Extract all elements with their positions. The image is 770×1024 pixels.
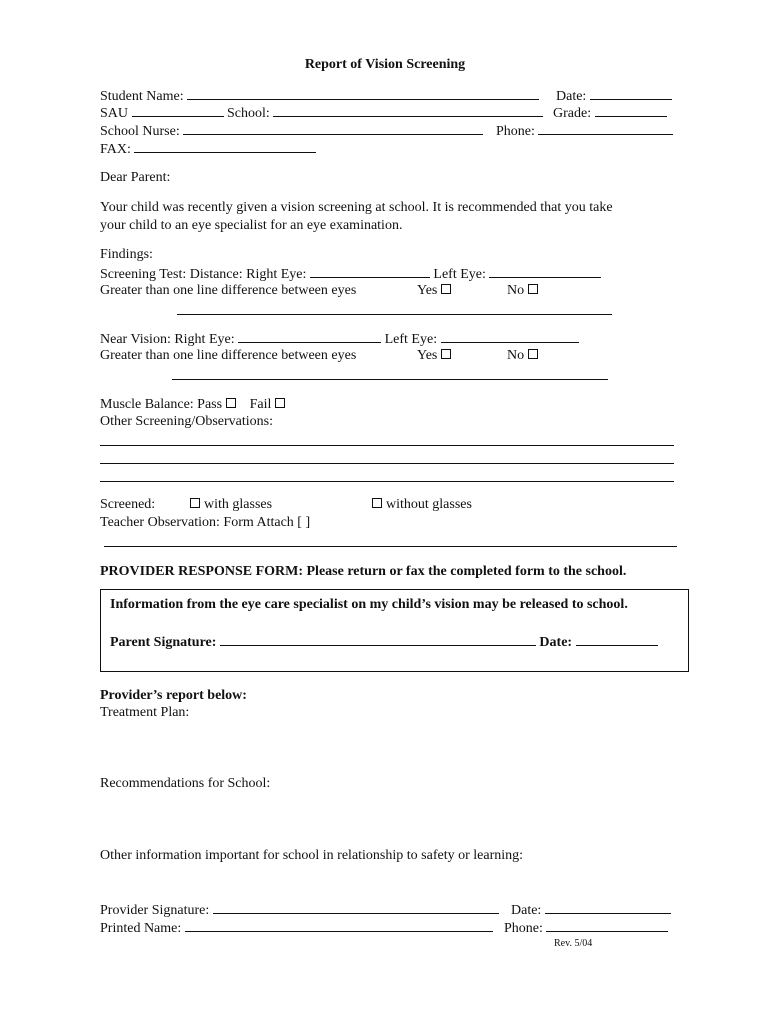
distance-no-checkbox[interactable] — [528, 284, 538, 294]
distance-no-option[interactable] — [507, 283, 538, 299]
distance-right-eye-label: Screening Test: Distance: Right Eye: — [100, 267, 307, 282]
provider-signature-label: Provider Signature: — [100, 903, 210, 918]
provider-response-heading: PROVIDER RESPONSE FORM: Please return or fax the completed form to the school. — [100, 564, 627, 579]
provider-date-row — [511, 901, 671, 919]
date-label: Date: — [556, 89, 587, 104]
distance-right-eye-field[interactable] — [310, 265, 430, 278]
fax-label: FAX: — [100, 142, 131, 157]
grade-field[interactable] — [595, 104, 667, 117]
findings-heading: Findings: — [100, 247, 153, 262]
distance-yes-label: Yes — [417, 283, 438, 298]
release-consent-text: Information from the eye care specialist on my child’s vision may be released to school. — [110, 597, 628, 612]
grade-row — [553, 104, 667, 122]
near-right-eye-field[interactable] — [238, 330, 381, 343]
recommendations-label: Recommendations for School: — [100, 776, 271, 791]
student-name-field[interactable] — [187, 87, 539, 100]
distance-no-label: No — [507, 283, 525, 298]
parent-signature-label: Parent Signature: — [110, 635, 217, 650]
school-nurse-row — [100, 122, 483, 140]
observations-line-3[interactable] — [100, 481, 674, 482]
near-left-eye-label: Left Eye: — [384, 332, 438, 347]
fax-field[interactable] — [134, 140, 316, 153]
near-vision-row — [100, 330, 579, 348]
sau-row — [100, 104, 543, 122]
distance-diff-label: Greater than one line difference between eyes — [100, 283, 357, 298]
observations-line-2[interactable] — [100, 463, 674, 464]
provider-phone-field[interactable] — [546, 919, 668, 932]
muscle-pass-label: Muscle Balance: Pass — [100, 397, 223, 412]
without-glasses-option[interactable] — [372, 497, 472, 513]
teacher-observation-line[interactable] — [104, 546, 677, 547]
student-name-label: Student Name: — [100, 89, 184, 104]
treatment-plan-label: Treatment Plan: — [100, 705, 190, 720]
with-glasses-label: with glasses — [204, 497, 273, 512]
muscle-balance-row — [100, 397, 285, 413]
provider-signature-field[interactable] — [213, 901, 499, 914]
sau-field[interactable] — [132, 104, 224, 117]
printed-name-row — [100, 919, 493, 937]
teacher-observation: Teacher Observation: Form Attach [ ] — [100, 515, 311, 530]
phone-label: Phone: — [496, 124, 535, 139]
provider-phone-row — [504, 919, 668, 937]
muscle-fail-checkbox[interactable] — [275, 398, 285, 408]
near-no-checkbox[interactable] — [528, 349, 538, 359]
near-notes-line[interactable] — [172, 379, 608, 380]
near-right-eye-label: Near Vision: Right Eye: — [100, 332, 235, 347]
screened-label: Screened: — [100, 497, 156, 512]
date-row — [556, 87, 672, 105]
revision-note: Rev. 5/04 — [554, 938, 593, 949]
with-glasses-option[interactable] — [190, 497, 272, 513]
muscle-fail-label: Fail — [249, 397, 272, 412]
distance-left-eye-field[interactable] — [489, 265, 601, 278]
without-glasses-label: without glasses — [386, 497, 472, 512]
near-yes-label: Yes — [417, 348, 438, 363]
school-nurse-label: School Nurse: — [100, 124, 180, 139]
near-no-label: No — [507, 348, 525, 363]
muscle-pass-checkbox[interactable] — [226, 398, 236, 408]
near-no-option[interactable] — [507, 348, 538, 364]
printed-name-field[interactable] — [185, 919, 493, 932]
other-info-label: Other information important for school in relationship to safety or learning: — [100, 848, 524, 863]
near-diff-label: Greater than one line difference between eyes — [100, 348, 357, 363]
without-glasses-checkbox[interactable] — [372, 498, 382, 508]
provider-date-field[interactable] — [545, 901, 671, 914]
page-title: Report of Vision Screening — [304, 57, 466, 72]
student-name-row — [100, 87, 539, 105]
distance-notes-line[interactable] — [177, 314, 612, 315]
distance-left-eye-label: Left Eye: — [433, 267, 486, 282]
letter-paragraph-line-2: your child to an eye specialist for an eye examination. — [100, 218, 403, 233]
distance-yes-checkbox[interactable] — [441, 284, 451, 294]
school-label: School: — [227, 106, 270, 121]
date-field[interactable] — [590, 87, 672, 100]
provider-phone-label: Phone: — [504, 921, 543, 936]
phone-field[interactable] — [538, 122, 673, 135]
with-glasses-checkbox[interactable] — [190, 498, 200, 508]
distance-row — [100, 265, 601, 283]
fax-row — [100, 140, 316, 158]
school-nurse-field[interactable] — [183, 122, 483, 135]
distance-yes-option[interactable] — [417, 283, 451, 299]
school-field[interactable] — [273, 104, 543, 117]
letter-paragraph-line-1: Your child was recently given a vision screening at school. It is recommended that you take — [100, 200, 613, 215]
parent-date-field[interactable] — [576, 633, 658, 646]
near-yes-option[interactable] — [417, 348, 451, 364]
grade-label: Grade: — [553, 106, 592, 121]
near-left-eye-field[interactable] — [441, 330, 579, 343]
greeting: Dear Parent: — [100, 170, 171, 185]
printed-name-label: Printed Name: — [100, 921, 182, 936]
provider-signature-row — [100, 901, 499, 919]
observations-line-1[interactable] — [100, 445, 674, 446]
parent-date-label: Date: — [539, 635, 573, 650]
provider-report-heading: Provider’s report below: — [100, 688, 247, 703]
parent-signature-row — [110, 633, 658, 651]
parent-signature-field[interactable] — [220, 633, 536, 646]
other-screening-label: Other Screening/Observations: — [100, 414, 274, 429]
phone-row — [496, 122, 673, 140]
near-yes-checkbox[interactable] — [441, 349, 451, 359]
sau-label: SAU — [100, 106, 129, 121]
provider-date-label: Date: — [511, 903, 542, 918]
